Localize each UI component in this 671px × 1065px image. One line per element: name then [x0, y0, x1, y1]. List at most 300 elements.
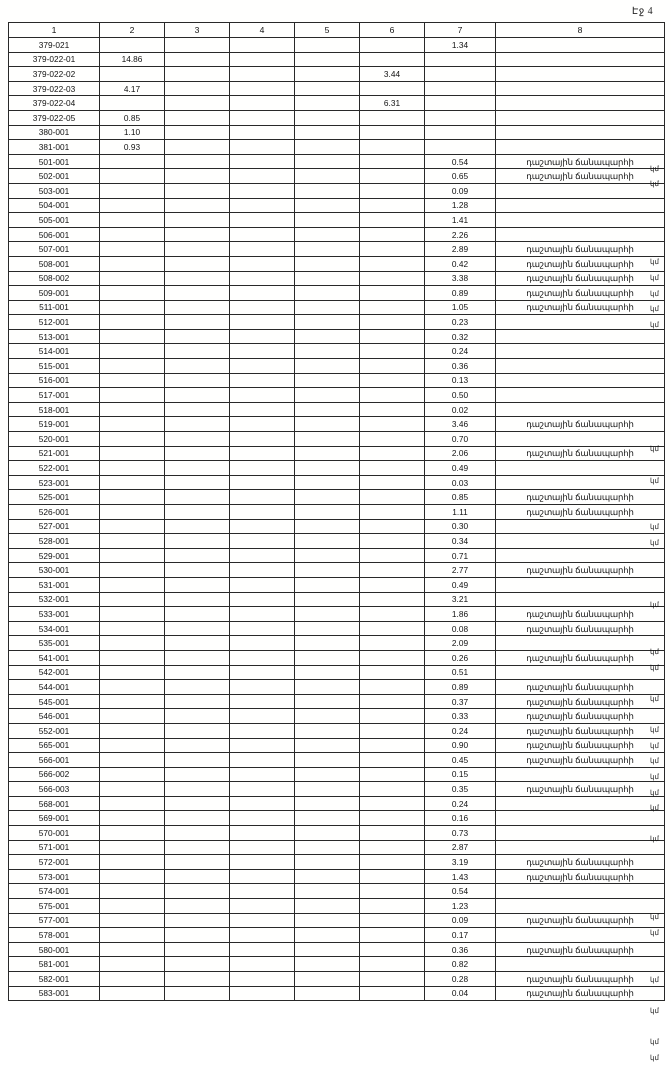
- table-cell-col3: [165, 169, 230, 184]
- table-cell-col1: 566-002: [9, 767, 100, 782]
- table-cell-col7: 0.89: [425, 680, 496, 695]
- table-row: [9, 227, 665, 242]
- table-cell-col5: [295, 344, 360, 359]
- table-cell-col5: [295, 884, 360, 899]
- table-cell-col7: 1.43: [425, 869, 496, 884]
- table-cell-col4: [230, 242, 295, 257]
- table-cell-col3: [165, 928, 230, 943]
- table-cell-col4: [230, 169, 295, 184]
- table-cell-col6: [360, 242, 425, 257]
- table-cell-col1: 517-001: [9, 388, 100, 403]
- table-row: [9, 140, 665, 155]
- table-cell-col3: [165, 621, 230, 636]
- margin-note: [650, 987, 670, 1003]
- table-cell-col2: [100, 826, 165, 841]
- margin-note: [650, 332, 670, 348]
- table-cell-col8: [496, 81, 665, 96]
- table-cell-col4: [230, 140, 295, 155]
- table-cell-col6: [360, 81, 425, 96]
- table-cell-col4: [230, 665, 295, 680]
- table-cell-col3: [165, 417, 230, 432]
- table-cell-col1: 566-001: [9, 753, 100, 768]
- table-cell-col7: [425, 81, 496, 96]
- table-cell-col8: դաշտային ճանապարհի: [496, 913, 665, 928]
- table-cell-col4: [230, 738, 295, 753]
- column-header-4: 4: [230, 23, 295, 38]
- table-cell-col1: 519-001: [9, 417, 100, 432]
- table-cell-col1: 507-001: [9, 242, 100, 257]
- table-cell-col4: [230, 227, 295, 242]
- margin-note: կմ: [650, 600, 660, 610]
- table-cell-col7: 0.23: [425, 315, 496, 330]
- table-cell-col1: 379-022-01: [9, 52, 100, 67]
- table-cell-col8: [496, 577, 665, 592]
- table-cell-col6: [360, 329, 425, 344]
- table-cell-col5: [295, 767, 360, 782]
- table-row: [9, 519, 665, 534]
- table-cell-col5: [295, 81, 360, 96]
- table-cell-col7: 0.32: [425, 329, 496, 344]
- table-cell-col2: [100, 957, 165, 972]
- table-cell-col8: [496, 198, 665, 213]
- table-row: [9, 986, 665, 1001]
- table-cell-col7: [425, 96, 496, 111]
- table-cell-col3: [165, 957, 230, 972]
- table-cell-col1: 570-001: [9, 826, 100, 841]
- margin-note: կմ: [650, 662, 660, 672]
- table-cell-col5: [295, 286, 360, 301]
- table-row: [9, 38, 665, 53]
- table-row: [9, 359, 665, 374]
- table-cell-col4: [230, 957, 295, 972]
- table-cell-col1: 535-001: [9, 636, 100, 651]
- table-cell-col3: [165, 344, 230, 359]
- margin-note: [650, 707, 670, 723]
- table-cell-col4: [230, 913, 295, 928]
- table-cell-col7: 0.82: [425, 957, 496, 972]
- table-cell-col2: [100, 169, 165, 184]
- table-cell-col3: [165, 256, 230, 271]
- table-cell-col6: [360, 125, 425, 140]
- table-cell-col5: [295, 300, 360, 315]
- table-cell-col5: [295, 402, 360, 417]
- table-cell-col1: 569-001: [9, 811, 100, 826]
- table-cell-col8: դաշտային ճանապարհի: [496, 446, 665, 461]
- table-cell-col8: դաշտային ճանապարհի: [496, 942, 665, 957]
- table-cell-col8: [496, 957, 665, 972]
- table-row: [9, 461, 665, 476]
- table-cell-col2: [100, 271, 165, 286]
- table-cell-col1: 379-022-05: [9, 110, 100, 125]
- table-cell-col8: [496, 432, 665, 447]
- table-cell-col6: [360, 709, 425, 724]
- table-cell-col1: 520-001: [9, 432, 100, 447]
- table-cell-col6: [360, 417, 425, 432]
- table-cell-col3: [165, 738, 230, 753]
- margin-notes-header-spacer: [650, 22, 670, 36]
- margin-note: կմ: [650, 522, 660, 532]
- column-header-1: 1: [9, 23, 100, 38]
- table-cell-col2: [100, 519, 165, 534]
- table-cell-col1: 379-022-03: [9, 81, 100, 96]
- table-cell-col7: 0.42: [425, 256, 496, 271]
- table-cell-col1: 506-001: [9, 227, 100, 242]
- table-cell-col1: 575-001: [9, 899, 100, 914]
- margin-note: [650, 52, 670, 68]
- table-cell-col6: [360, 446, 425, 461]
- table-cell-col5: [295, 811, 360, 826]
- table-cell-col7: 0.09: [425, 913, 496, 928]
- table-cell-col1: 516-001: [9, 373, 100, 388]
- table-cell-col6: [360, 782, 425, 797]
- table-cell-col3: [165, 140, 230, 155]
- table-cell-col6: 6.31: [360, 96, 425, 111]
- table-cell-col1: 541-001: [9, 650, 100, 665]
- table-row: [9, 300, 665, 315]
- table-cell-col7: 2.77: [425, 563, 496, 578]
- table-cell-col2: 14.86: [100, 52, 165, 67]
- table-cell-col5: [295, 913, 360, 928]
- table-cell-col8: դաշտային ճանապարհի: [496, 300, 665, 315]
- table-cell-col7: 0.71: [425, 548, 496, 563]
- table-cell-col2: [100, 709, 165, 724]
- table-row: [9, 475, 665, 490]
- table-body: [9, 38, 665, 1001]
- table-cell-col8: դաշտային ճանապարհի: [496, 855, 665, 870]
- table-cell-col7: 0.33: [425, 709, 496, 724]
- table-cell-col4: [230, 928, 295, 943]
- table-row: [9, 884, 665, 899]
- table-cell-col2: [100, 782, 165, 797]
- table-cell-col1: 531-001: [9, 577, 100, 592]
- margin-note: կմ: [650, 912, 660, 922]
- table-cell-col5: [295, 96, 360, 111]
- table-cell-col2: [100, 811, 165, 826]
- table-cell-col5: [295, 942, 360, 957]
- table-cell-col1: 528-001: [9, 534, 100, 549]
- margin-note: կմ: [650, 1037, 660, 1046]
- table-cell-col5: [295, 505, 360, 520]
- table-cell-col5: [295, 169, 360, 184]
- table-cell-col8: դաշտային ճանապարհի: [496, 621, 665, 636]
- table-cell-col2: [100, 154, 165, 169]
- table-cell-col7: 0.09: [425, 183, 496, 198]
- table-cell-col2: [100, 577, 165, 592]
- table-row: [9, 446, 665, 461]
- table-cell-col6: [360, 110, 425, 125]
- table-cell-col1: 566-003: [9, 782, 100, 797]
- margin-note: [650, 395, 670, 411]
- table-cell-col6: [360, 213, 425, 228]
- table-cell-col2: [100, 373, 165, 388]
- table-cell-col7: [425, 67, 496, 82]
- table-cell-col3: [165, 650, 230, 665]
- table-cell-col1: 518-001: [9, 402, 100, 417]
- table-cell-col5: [295, 548, 360, 563]
- table-cell-col5: [295, 563, 360, 578]
- table-cell-col6: [360, 490, 425, 505]
- table-row: [9, 388, 665, 403]
- table-cell-col5: [295, 650, 360, 665]
- table-row: [9, 52, 665, 67]
- table-cell-col3: [165, 972, 230, 987]
- table-cell-col7: 0.36: [425, 942, 496, 957]
- table-cell-col8: [496, 67, 665, 82]
- table-cell-col2: 0.93: [100, 140, 165, 155]
- table-cell-col8: [496, 183, 665, 198]
- table-cell-col7: 0.85: [425, 490, 496, 505]
- table-cell-col7: 3.46: [425, 417, 496, 432]
- table-cell-col4: [230, 548, 295, 563]
- table-cell-col2: [100, 899, 165, 914]
- table-cell-col2: [100, 329, 165, 344]
- table-cell-col6: [360, 548, 425, 563]
- table-cell-col6: [360, 592, 425, 607]
- table-cell-col1: 544-001: [9, 680, 100, 695]
- table-row: [9, 432, 665, 447]
- table-cell-col7: 0.24: [425, 723, 496, 738]
- table-cell-col5: [295, 198, 360, 213]
- table-cell-col4: [230, 607, 295, 622]
- table-cell-col7: 1.05: [425, 300, 496, 315]
- margin-note: [650, 894, 670, 910]
- table-cell-col4: [230, 884, 295, 899]
- table-cell-col8: [496, 826, 665, 841]
- table-cell-col1: 578-001: [9, 928, 100, 943]
- table-cell-col4: [230, 286, 295, 301]
- table-cell-col1: 529-001: [9, 548, 100, 563]
- table-cell-col4: [230, 198, 295, 213]
- table-cell-col5: [295, 577, 360, 592]
- margin-note: կմ: [650, 803, 660, 813]
- table-cell-col3: [165, 110, 230, 125]
- table-cell-col3: [165, 592, 230, 607]
- margin-note: կմ: [650, 740, 660, 750]
- table-cell-col8: [496, 665, 665, 680]
- table-cell-col6: [360, 140, 425, 155]
- table-cell-col5: [295, 869, 360, 884]
- table-cell-col6: [360, 621, 425, 636]
- table-cell-col5: [295, 738, 360, 753]
- table-cell-col1: 512-001: [9, 315, 100, 330]
- table-cell-col4: [230, 154, 295, 169]
- table-cell-col2: [100, 694, 165, 709]
- table-cell-col6: [360, 183, 425, 198]
- table-cell-col6: [360, 942, 425, 957]
- table-cell-col5: [295, 329, 360, 344]
- table-cell-col2: [100, 680, 165, 695]
- table-row: [9, 198, 665, 213]
- table-cell-col8: [496, 227, 665, 242]
- table-row: [9, 928, 665, 943]
- table-cell-col7: 3.21: [425, 592, 496, 607]
- margin-note: [650, 114, 670, 130]
- table-row: [9, 942, 665, 957]
- table-row: [9, 972, 665, 987]
- table-cell-col2: [100, 183, 165, 198]
- table-cell-col7: 0.90: [425, 738, 496, 753]
- table-cell-col7: 0.65: [425, 169, 496, 184]
- table-row: [9, 738, 665, 753]
- table-cell-col4: [230, 344, 295, 359]
- margin-note: կմ: [650, 756, 660, 766]
- table-cell-col8: [496, 373, 665, 388]
- table-cell-col5: [295, 490, 360, 505]
- table-cell-col3: [165, 884, 230, 899]
- table-cell-col5: [295, 67, 360, 82]
- table-cell-col5: [295, 680, 360, 695]
- table-cell-col5: [295, 753, 360, 768]
- table-cell-col5: [295, 826, 360, 841]
- table-cell-col8: դաշտային ճանապարհի: [496, 242, 665, 257]
- table-cell-col2: [100, 767, 165, 782]
- table-cell-col3: [165, 154, 230, 169]
- margin-note: կմ: [650, 257, 660, 267]
- table-cell-col5: [295, 519, 360, 534]
- table-cell-col4: [230, 256, 295, 271]
- table-cell-col4: [230, 373, 295, 388]
- table-cell-col3: [165, 227, 230, 242]
- table-cell-col1: 379-021: [9, 38, 100, 53]
- column-header-6: 6: [360, 23, 425, 38]
- table-cell-col8: [496, 402, 665, 417]
- table-cell-col6: [360, 534, 425, 549]
- table-cell-col5: [295, 621, 360, 636]
- table-cell-col5: [295, 534, 360, 549]
- table-cell-col1: 502-001: [9, 169, 100, 184]
- table-cell-col6: [360, 840, 425, 855]
- table-row: [9, 869, 665, 884]
- table-cell-col2: [100, 198, 165, 213]
- table-cell-col1: 532-001: [9, 592, 100, 607]
- table-cell-col4: [230, 869, 295, 884]
- table-cell-col2: [100, 286, 165, 301]
- margin-note: [650, 83, 670, 99]
- table-cell-col1: 381-001: [9, 140, 100, 155]
- table-cell-col6: [360, 169, 425, 184]
- column-header-2: 2: [100, 23, 165, 38]
- table-cell-col7: 3.38: [425, 271, 496, 286]
- table-cell-col5: [295, 592, 360, 607]
- table-row: [9, 694, 665, 709]
- table-cell-col4: [230, 52, 295, 67]
- margin-note: [650, 348, 670, 364]
- table-cell-col4: [230, 899, 295, 914]
- table-cell-col7: [425, 125, 496, 140]
- table-cell-col5: [295, 38, 360, 53]
- table-cell-col7: 0.54: [425, 154, 496, 169]
- table-cell-col4: [230, 315, 295, 330]
- table-row: [9, 723, 665, 738]
- table-cell-col4: [230, 563, 295, 578]
- margin-note: [650, 551, 670, 567]
- table-cell-col2: [100, 242, 165, 257]
- table-cell-col3: [165, 826, 230, 841]
- margin-note: [650, 816, 670, 832]
- table-cell-col4: [230, 213, 295, 228]
- table-cell-col7: 0.50: [425, 388, 496, 403]
- table-cell-col3: [165, 986, 230, 1001]
- table-cell-col2: [100, 359, 165, 374]
- table-cell-col6: [360, 607, 425, 622]
- table-cell-col2: [100, 884, 165, 899]
- table-row: [9, 709, 665, 724]
- table-cell-col1: 503-001: [9, 183, 100, 198]
- table-cell-col4: [230, 96, 295, 111]
- table-cell-col8: [496, 213, 665, 228]
- table-cell-col1: 380-001: [9, 125, 100, 140]
- table-cell-col6: [360, 344, 425, 359]
- table-cell-col6: [360, 227, 425, 242]
- margin-note: կմ: [650, 288, 660, 298]
- margin-note: կմ: [650, 304, 660, 314]
- table-cell-col5: [295, 227, 360, 242]
- table-cell-col2: [100, 300, 165, 315]
- table-cell-col7: 0.17: [425, 928, 496, 943]
- table-cell-col6: [360, 256, 425, 271]
- table-cell-col1: 504-001: [9, 198, 100, 213]
- table-cell-col8: դաշտային ճանապարհի: [496, 753, 665, 768]
- table-cell-col8: դաշտային ճանապարհի: [496, 286, 665, 301]
- table-cell-col3: [165, 315, 230, 330]
- table-cell-col4: [230, 110, 295, 125]
- table-cell-col4: [230, 271, 295, 286]
- table-cell-col4: [230, 636, 295, 651]
- table-cell-col4: [230, 855, 295, 870]
- table-cell-col2: [100, 315, 165, 330]
- margin-note: կմ: [650, 444, 660, 454]
- table-cell-col4: [230, 329, 295, 344]
- table-cell-col8: դաշտային ճանապարհի: [496, 417, 665, 432]
- table-cell-col2: [100, 256, 165, 271]
- table-row: [9, 67, 665, 82]
- table-cell-col8: [496, 796, 665, 811]
- table-cell-col2: [100, 650, 165, 665]
- margin-note: [650, 956, 670, 972]
- table-cell-col5: [295, 607, 360, 622]
- table-cell-col5: [295, 373, 360, 388]
- table-cell-col7: 0.30: [425, 519, 496, 534]
- table-cell-col4: [230, 986, 295, 1001]
- table-row: [9, 650, 665, 665]
- table-cell-col3: [165, 709, 230, 724]
- table-cell-col8: [496, 388, 665, 403]
- table-cell-col6: [360, 359, 425, 374]
- table-cell-col4: [230, 723, 295, 738]
- table-cell-col6: [360, 300, 425, 315]
- table-cell-col2: [100, 38, 165, 53]
- table-cell-col8: [496, 329, 665, 344]
- table-cell-col3: [165, 869, 230, 884]
- table-cell-col8: դաշտային ճանապարհի: [496, 782, 665, 797]
- data-table-container: [8, 22, 648, 1001]
- table-cell-col1: 527-001: [9, 519, 100, 534]
- table-row: [9, 855, 665, 870]
- table-cell-col7: 0.37: [425, 694, 496, 709]
- table-cell-col6: [360, 767, 425, 782]
- table-cell-col5: [295, 796, 360, 811]
- table-cell-col1: 583-001: [9, 986, 100, 1001]
- table-cell-col4: [230, 402, 295, 417]
- table-cell-col4: [230, 417, 295, 432]
- table-cell-col6: 3.44: [360, 67, 425, 82]
- table-cell-col3: [165, 607, 230, 622]
- table-cell-col2: [100, 446, 165, 461]
- table-cell-col8: [496, 928, 665, 943]
- table-cell-col4: [230, 753, 295, 768]
- table-cell-col4: [230, 461, 295, 476]
- margin-note: [650, 208, 670, 224]
